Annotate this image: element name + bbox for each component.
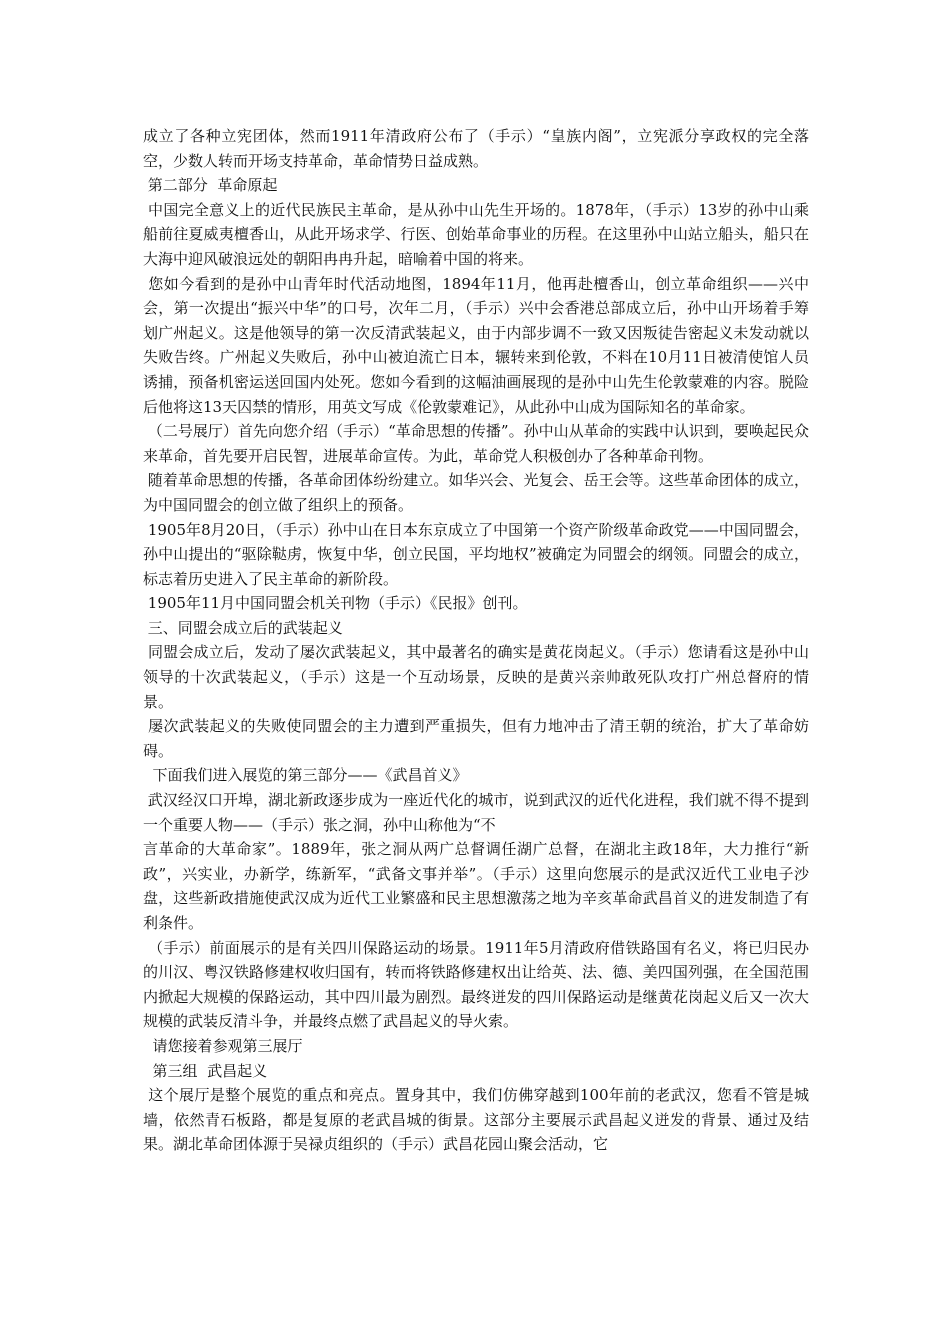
section-heading-uprisings: 三、同盟会成立后的武装起义 [143, 618, 343, 637]
document-body [143, 124, 809, 1157]
section-heading-wuchang-uprising: 第三组 武昌起义 [143, 1061, 268, 1080]
paragraph-hall-three-prompt: 请您接着参观第三展厅 [143, 1036, 303, 1055]
paragraph-revolutionary-groups: 随着革命思想的传播，各革命团体纷纷建立。如华兴会、光复会、岳王会等。这些革命团体的成立，为中国同盟会的创立做了组织上的预备。 [143, 471, 809, 514]
paragraph-activity-map: 您如今看到的是孙中山青年时代活动地图，1894年11月，他再赴檀香山，创立革命组织——兴中会，第一次提出“振兴中华”的口号，次年二月，（手示）兴中会香港总部成立后，孙中山开场着手筹划广州起义。这是他领导的第一次反清武装起义，由于内部步调不一致又因叛徒告密起义未发动就以失败告终。广州起义失败后，孙中山被迫流亡日本，辗转来到伦敦，不料在10月11日被清使馆人员诱捕，预备机密运送回国内处死。您如今看到的这幅油画展现的是孙中山先生伦敦蒙难的内容。脱险后他将这13天囚禁的情形，用英文写成《伦敦蒙难记》，从此孙中山成为国际知名的革命家。 [143, 274, 809, 416]
section-heading-part-two: 第二部分 革命原起 [143, 176, 278, 195]
paragraph-wuhan-modernization: 武汉经汉口开埠，湖北新政逐步成为一座近代化的城市，说到武汉的近代化进程，我们就不得不提到一个重要人物——（手示）张之洞，孙中山称他为“不 [143, 791, 809, 834]
paragraph-huanghuagang: 同盟会成立后，发动了屡次武装起义，其中最著名的确实是黄花岗起义。（手示）您请看这是孙中山领导的十次武装起义，（手示）这是一个互动场景，反映的是黄兴亲帅敢死队攻打广州总督府的情景。 [143, 643, 809, 711]
paragraph-railway-protection: （手示）前面展示的是有关四川保路运动的场景。1911年5月清政府借铁路国有名义，将已归民办的川汉、粤汉铁路修建权收归国有，转而将铁路修建权出让给英、法、德、美四国列强，在全国范围内掀起大规模的保路运动，其中四川最为剧烈。最终迸发的四川保路运动是继黄花岗起义后又一次大规模的武装反清斗争，并最终点燃了武昌起义的导火索。 [143, 938, 809, 1031]
paragraph-minbao: 1905年11月中国同盟会机关刊物（手示）《民报》创刊。 [143, 594, 528, 613]
paragraph-hall-highlight: 这个展厅是整个展览的重点和亮点。置身其中，我们仿佛穿越到100年前的老武汉，您看不管是城墙，依然青石板路，都是复原的老武昌城的街景。这部分主要展示武昌起义迸发的背景、通过及结果。湖北革命团体源于吴禄贞组织的（手示）武昌花园山聚会活动，它 [143, 1086, 809, 1154]
paragraph-revolution-origin: 中国完全意义上的近代民族民主革命，是从孙中山先生开场的。1878年，（手示）13岁的孙中山乘船前往夏威夷檀香山，从此开场求学、行医、创始革命事业的历程。在这里孙中山站立船头，船只在大海中迎风破浪远处的朝阳冉冉升起，暗喻着中国的将来。 [143, 200, 809, 268]
paragraph-hall-two: （二号展厅）首先向您介绍（手示）“革命思想的传播”。孙中山从革命的实践中认识到，要唤起民众来革命，首先要开启民智，进展革命宣传。为此，革命党人积极创办了各种革命刊物。 [143, 422, 809, 465]
paragraph-uprising-failures: 屡次武装起义的失败使同盟会的主力遭到严重损失，但有力地冲击了清王朝的统治，扩大了革命妨碍。 [143, 717, 809, 760]
paragraph-zhang-zhidong: 言革命的大革命家”。1889年，张之洞从两广总督调任湖广总督，在湖北主政18年，大力推行“新政”，兴实业，办新学，练新军，“武备文事并举”。（手示）这里向您展示的是武汉近代工业电子沙盘，这些新政措施使武汉成为近代工业繁盛和民主思想激荡之地为辛亥革命武昌首义的进发制造了有利条件。 [143, 840, 809, 932]
paragraph-tongmenghui-founding: 1905年8月20日，（手示）孙中山在日本东京成立了中国第一个资产阶级革命政党——中国同盟会，孙中山提出的“驱除鞑虏，恢复中华，创立民国，平均地权”被确定为同盟会的纲领。同盟会的成立，标志着历史进入了民主革命的新阶段。 [143, 520, 809, 588]
paragraph-part-three-intro: 下面我们进入展览的第三部分——《武昌首义》 [143, 766, 468, 785]
paragraph-constitutional-groups: 成立了各种立宪团体，然而1911年清政府公布了（手示）“皇族内阁”，立宪派分享政权的完全落空，少数人转而开场支持革命，革命情势日益成熟。 [143, 127, 809, 170]
